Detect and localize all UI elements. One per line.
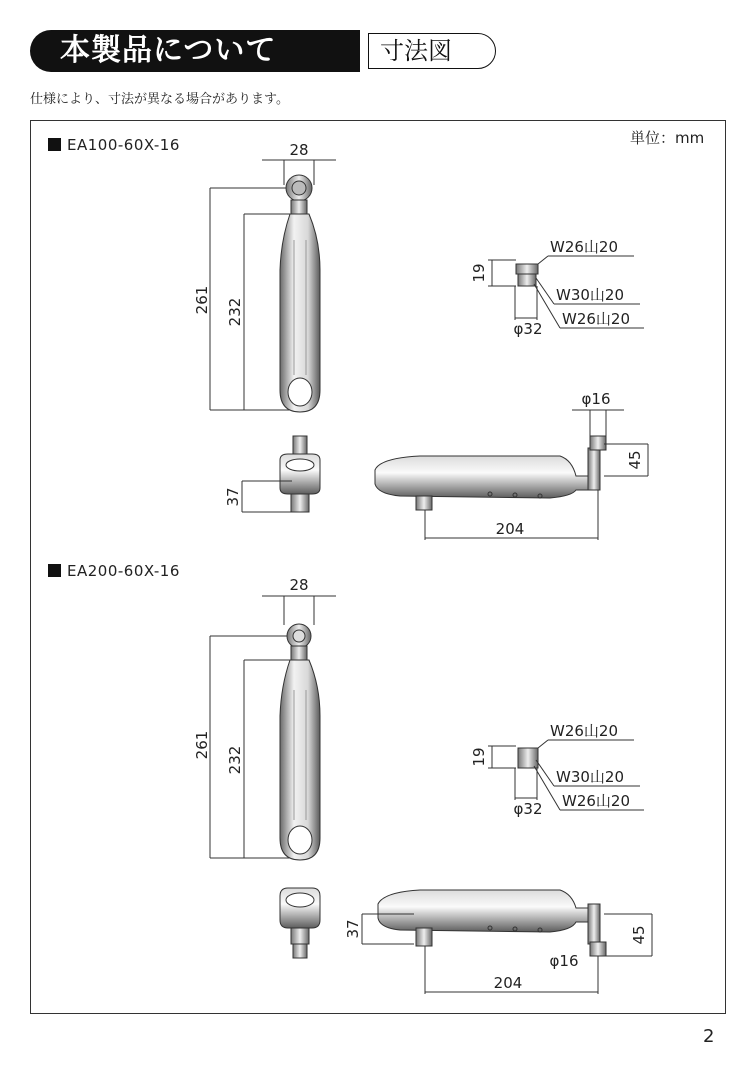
unit-label: 単位：mm <box>630 129 705 147</box>
thread-b-1: W30山20 <box>556 286 625 304</box>
dim-thread-height-1: 19 <box>470 263 488 283</box>
dim-diameter-1: φ32 <box>513 320 543 338</box>
thread-c-1: W26山20 <box>562 310 631 328</box>
dim-shaft-1: φ16 <box>581 390 611 408</box>
dim-thread-height-2: 19 <box>470 747 488 767</box>
spec-note: 仕様により、寸法が異なる場合があります。 <box>30 92 289 107</box>
thread-c-2: W26山20 <box>562 792 631 810</box>
thread-a-1: W26山20 <box>550 238 619 256</box>
dim-span-1: 204 <box>495 520 525 538</box>
dim-height-1: 37 <box>224 487 242 507</box>
model-name-1: EA100-60X-16 <box>67 136 180 154</box>
dim-pivot-1: 45 <box>626 450 644 470</box>
dim-width-2: 28 <box>289 576 309 594</box>
dim-total-length-2: 261 <box>193 730 211 760</box>
dim-height-2: 37 <box>344 919 362 939</box>
dim-arm-length-1: 232 <box>226 297 244 327</box>
section-title: 本製品について <box>60 33 277 68</box>
dim-shaft-2: φ16 <box>549 952 579 970</box>
dim-span-2: 204 <box>493 974 523 992</box>
thread-b-2: W30山20 <box>556 768 625 786</box>
model-1-drawing <box>210 160 648 540</box>
dim-diameter-2: φ32 <box>513 800 543 818</box>
dim-width-1: 28 <box>289 141 309 159</box>
section-subtitle: 寸法図 <box>380 37 452 65</box>
dim-arm-length-2: 232 <box>226 745 244 775</box>
page-number: 2 <box>703 1026 715 1047</box>
dim-total-length-1: 261 <box>193 285 211 315</box>
dim-pivot-2: 45 <box>630 925 648 945</box>
thread-a-2: W26山20 <box>550 722 619 740</box>
model-name-2: EA200-60X-16 <box>67 562 180 580</box>
